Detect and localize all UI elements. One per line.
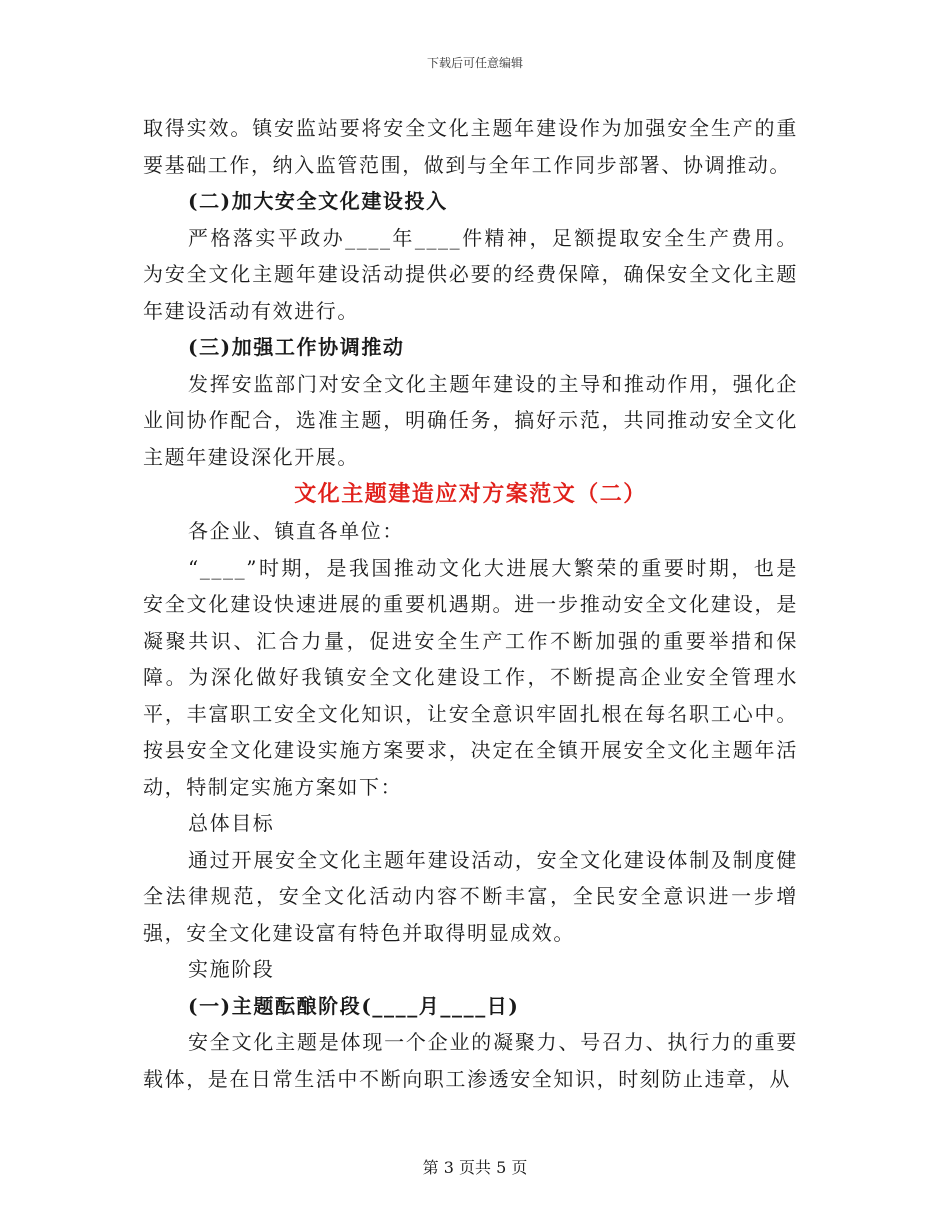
document-title: 文化主题建造应对方案范文（二）: [294, 481, 647, 507]
paragraph: 发挥安监部门对安全文化主题年建设的主导和推动作用，强化企业间协作配合，选准主题，明确任务，搞好示范，共同推动安全文化主题年建设深化开展。: [143, 371, 798, 469]
subheading: 总体目标: [188, 811, 275, 835]
page-header: 下载后可任意编辑: [426, 56, 523, 70]
paragraph: 严格落实平政办____年____件精神，足额提取安全生产费用。为安全文化主题年建设活动提供必要的经费保障，确保安全文化主题年建设活动有效进行。: [143, 225, 798, 323]
salutation: 各企业、镇直各单位：: [188, 519, 404, 543]
paragraph: 通过开展安全文化主题年建设活动，安全文化建设体制及制度健全法律规范，安全文化活动内容不断丰富，全民安全意识进一步增强，安全文化建设富有特色并取得明显成效。: [143, 847, 798, 945]
paragraph: 取得实效。镇安监站要将安全文化主题年建设作为加强安全生产的重要基础工作，纳入监管范围，做到与全年工作同步部署、协调推动。: [143, 116, 798, 177]
page-footer: 第 3 页共 5 页: [422, 1158, 528, 1177]
section-heading: (三)加强工作协调推动: [188, 335, 405, 359]
section-heading: (一)主题酝酿阶段(____月____日): [188, 993, 520, 1018]
section-heading: (二)加大安全文化建设投入: [188, 189, 448, 213]
paragraph: “____”时期，是我国推动文化大进展大繁荣的重要时期，也是安全文化建设快速进展的重要机遇期。进一步推动安全文化建设，是凝聚共识、汇合力量，促进安全生产工作不断加强的重要举措和保障。为深化做好我镇安全文化建设工作，不断提高企业安全管理水平，丰富职工安全文化知识，让安全意识牢固扎根在每名职工心中。按县安全文化建设实施方案要求，决定在全镇开展安全文化主题年活动，特制定实施方案如下：: [143, 555, 798, 799]
document-body: [143, 110, 798, 1097]
subheading: 实施阶段: [188, 957, 275, 981]
paragraph: 安全文化主题是体现一个企业的凝聚力、号召力、执行力的重要载体，是在日常生活中不断向职工渗透安全知识，时刻防止违章，从: [143, 1030, 798, 1091]
